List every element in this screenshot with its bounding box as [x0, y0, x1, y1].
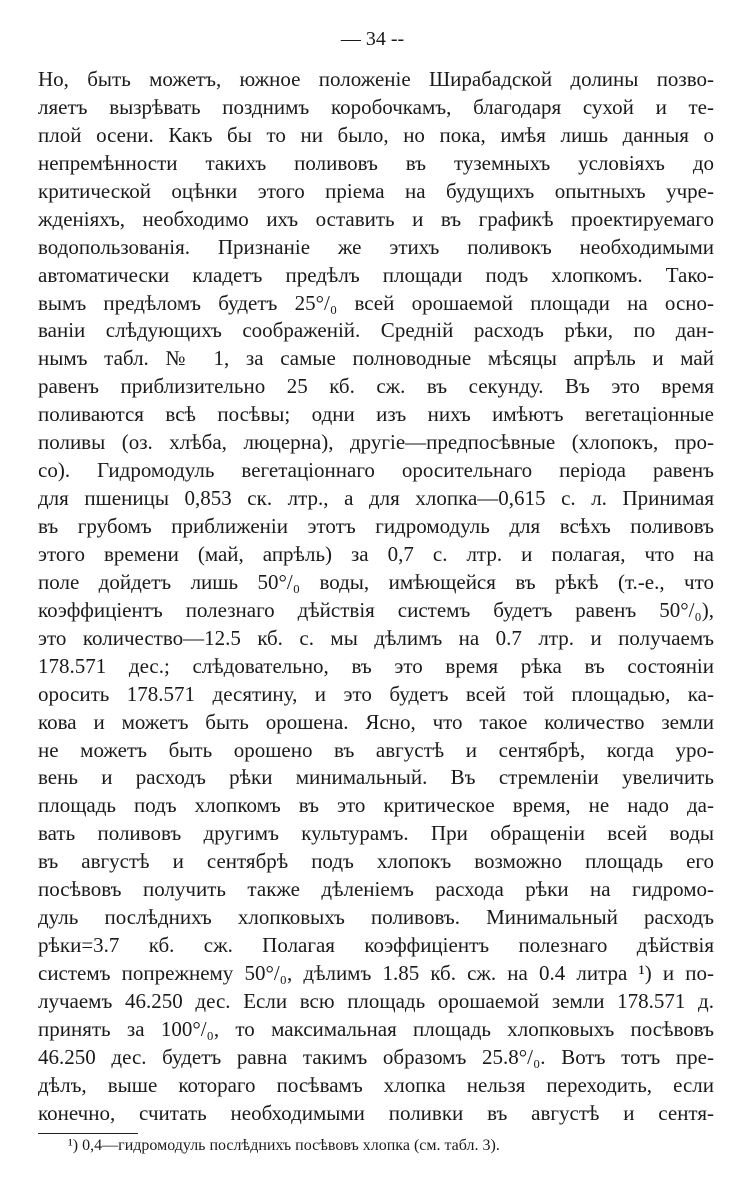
text-line: въ грубомъ приближеніи этотъ гидромодуль для всѣхъ поливовъ [38, 514, 714, 538]
text-line: автоматически кладетъ предѣлъ площади подъ хлопкомъ. Тако- [38, 262, 714, 287]
text-line: не можетъ быть орошено въ августѣ и сентябрѣ, когда уро- [38, 737, 714, 762]
text-line: жденіяхъ, необходимо ихъ оставить и въ графикѣ проектируемаго [38, 206, 714, 231]
page-number: — 34 -- [340, 28, 405, 50]
text-line: равенъ приблизительно 25 кб. сж. въ секунду. Въ это время [38, 374, 714, 399]
text-line: этого времени (май, апрѣль) за 0,7 с. лтр. и полагая, что на [38, 541, 714, 566]
text-line: конечно, считать необходимыми поливки въ августѣ и сентя- [38, 1100, 714, 1125]
text-line: ляетъ вызрѣвать позднимъ коробочкамъ, благодаря сухой и те- [38, 94, 714, 119]
text-line: дѣлъ, выше котораго посѣвамъ хлопка нельзя переходить, если [38, 1072, 714, 1097]
text-line: поливы (оз. хлѣба, люцерна), другіе—предпосѣвные (хлопокъ, про- [38, 430, 714, 455]
body-text [38, 66, 714, 1128]
text-line: рѣки=3.7 кб. сж. Полагая коэффиціентъ полезнаго дѣйствія [38, 933, 714, 958]
text-line: оросить 178.571 десятину, и это будетъ всей той площадью, ка- [38, 681, 714, 706]
text-line: 178.571 дес.; слѣдовательно, въ это время рѣка въ состояніи [38, 653, 714, 678]
text-line: плой осени. Какъ бы то ни было, но пока, имѣя лишь данныя о [38, 122, 714, 147]
text-line: вымъ предѣломъ будетъ 25°/₀ всей орошаемой площади на осно- [38, 290, 714, 315]
text-line: коэффиціентъ полезнаго дѣйствія системъ будетъ равенъ 50°/₀), [38, 597, 714, 622]
text-line: нымъ табл. № 1, за самые полноводные мѣсяцы апрѣль и май [38, 346, 714, 371]
footnote-divider [38, 1133, 138, 1134]
text-line: принять за 100°/₀, то максимальная площадь хлопковыхъ посѣвовъ [38, 1016, 714, 1041]
text-line: системъ попрежнему 50°/₀, дѣлимъ 1.85 кб. сж. на 0.4 литра ¹) и по- [38, 961, 714, 985]
text-line: дуль послѣднихъ хлопковыхъ поливовъ. Минимальный расходъ [38, 905, 714, 930]
text-line: кова и можетъ быть орошена. Ясно, что такое количество земли [38, 709, 714, 734]
text-line: площадь подъ хлопкомъ въ это критическое время, не надо да- [38, 793, 714, 818]
text-line: водопользованія. Признаніе же этихъ поливокъ необходимыми [38, 234, 714, 259]
text-line: поле дойдетъ лишь 50°/₀ воды, имѣющейся въ рѣкѣ (т.-е., что [38, 569, 714, 594]
text-line: въ августѣ и сентябрѣ подъ хлопокъ возможно площадь его [38, 849, 714, 874]
text-line: поливаются всѣ посѣвы; одни изъ нихъ имѣютъ вегетаціонные [38, 402, 714, 427]
text-line: вать поливовъ другимъ культурамъ. При обращеніи всей воды [38, 821, 714, 846]
text-line: непремѣнности такихъ поливовъ въ туземныхъ условіяхъ до [38, 150, 714, 175]
text-line: вень и расходъ рѣки минимальный. Въ стремленіи увеличить [38, 765, 714, 790]
text-line: 46.250 дес. будетъ равна такимъ образомъ 25.8°/₀. Вотъ тотъ пре- [38, 1044, 714, 1069]
text-line: Но, быть можетъ, южное положеніе Ширабадской долины позво- [38, 67, 714, 91]
text-line: ваніи слѣдующихъ соображеній. Средній расходъ рѣки, по дан- [38, 318, 714, 343]
text-line: лучаемъ 46.250 дес. Если всю площадь орошаемой земли 178.571 д. [38, 988, 714, 1013]
text-line: посѣвовъ получить также дѣленіемъ расхода рѣки на гидромо- [38, 877, 714, 902]
text-line: критической оцѣнки этого пріема на будущихъ опытныхъ учре- [38, 178, 714, 203]
text-line: для пшеницы 0,853 ск. лтр., а для хлопка—0,615 с. л. Принимая [38, 486, 714, 511]
text-line: это количество—12.5 кб. с. мы дѣлимъ на 0.7 лтр. и получаемъ [38, 625, 714, 650]
footnote: ¹) 0,4—гидромодуль послѣднихъ посѣвовъ хлопка (см. табл. 3). [68, 1137, 500, 1154]
text-line: со). Гидромодуль вегетаціоннаго оросительнаго періода равенъ [38, 458, 714, 483]
